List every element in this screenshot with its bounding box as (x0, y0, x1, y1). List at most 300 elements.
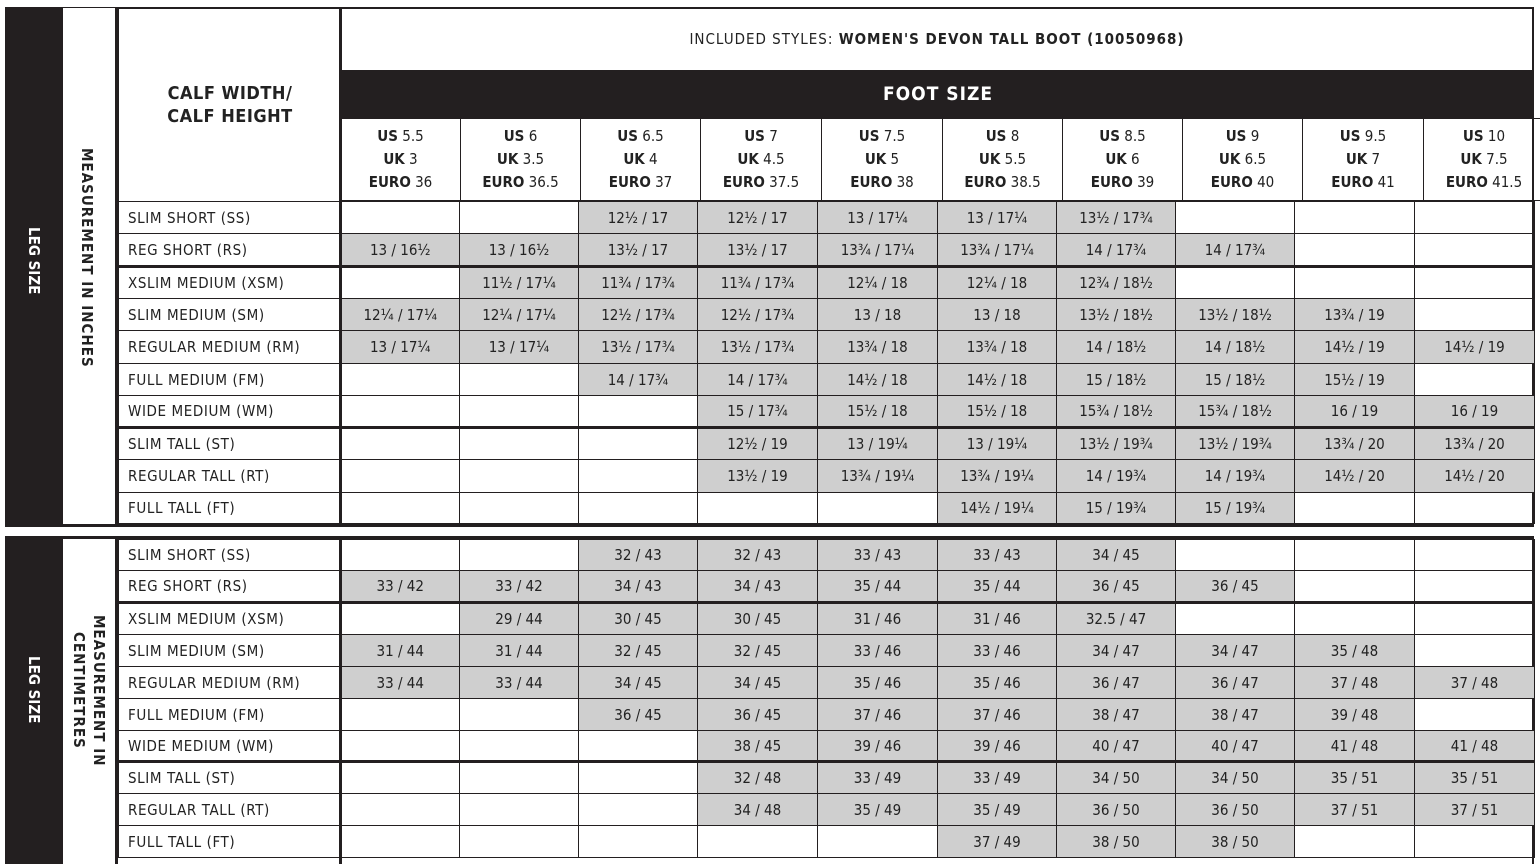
size-cell: 35 / 44 (938, 571, 1057, 603)
size-uk-prefix: UK (864, 150, 887, 168)
size-us-value: 8.5 (1119, 127, 1146, 145)
table-row (119, 331, 1535, 364)
size-cell: 12½ / 19 (698, 428, 818, 460)
size-header-cell (1183, 119, 1303, 201)
size-cell (818, 493, 938, 524)
size-us-value: 8 (1006, 127, 1020, 145)
size-cell: 34 / 50 (1176, 762, 1295, 794)
size-cell: 31 / 44 (341, 635, 460, 667)
size-cell: 13¾ / 17¼ (938, 234, 1057, 267)
size-cell (460, 396, 579, 428)
size-uk (1424, 148, 1540, 171)
size-cell: 14½ / 18 (818, 364, 938, 396)
size-cell (1415, 635, 1535, 667)
table-row (119, 794, 1535, 826)
size-euro-value: 41 (1373, 173, 1395, 191)
size-cell: 36 / 45 (698, 699, 818, 731)
size-cell (460, 202, 579, 234)
size-cell: 13½ / 17¾ (1057, 202, 1176, 234)
size-euro-value: 39 (1132, 173, 1155, 191)
table-row (119, 667, 1535, 699)
size-us (341, 125, 460, 148)
size-us-value: 10 (1483, 127, 1506, 145)
size-cell (1415, 603, 1535, 635)
size-euro-prefix: EURO (368, 173, 411, 191)
size-cell (1295, 826, 1415, 858)
size-us (1303, 125, 1423, 148)
size-cell (460, 460, 579, 493)
size-cell (341, 460, 460, 493)
size-header-cell (461, 119, 581, 201)
calf-header-line2: CALF HEIGHT (167, 106, 293, 127)
size-cell: 33 / 46 (938, 635, 1057, 667)
size-cell (579, 460, 698, 493)
size-uk-value: 6 (1126, 150, 1140, 168)
size-cell (818, 826, 938, 858)
size-cell: 36 / 50 (1176, 794, 1295, 826)
size-euro (943, 171, 1062, 194)
size-cell (460, 699, 579, 731)
cm-leg-size-bar (5, 536, 63, 864)
size-cell: 13½ / 17¾ (698, 331, 818, 364)
row-label: REGULAR MEDIUM (RM) (119, 667, 341, 699)
size-us-prefix: US (985, 127, 1007, 145)
size-cell: 14 / 17¾ (1176, 234, 1295, 267)
size-uk (701, 148, 821, 171)
size-us-prefix: US (503, 127, 525, 145)
size-us-value: 6 (524, 127, 538, 145)
size-cell: 38 / 50 (1057, 826, 1176, 858)
size-header-cell (581, 119, 701, 201)
size-cell: 13 / 17¼ (341, 331, 460, 364)
size-us-value: 7.5 (879, 127, 906, 145)
size-us (822, 125, 942, 148)
size-cell: 13¾ / 18 (818, 331, 938, 364)
size-cell: 32.5 / 47 (1057, 603, 1176, 635)
size-cell: 12¼ / 17¼ (460, 299, 579, 331)
size-cell: 15 / 19¾ (1176, 493, 1295, 524)
size-euro (341, 171, 460, 194)
size-cell: 35 / 44 (818, 571, 938, 603)
size-cell: 37 / 48 (1415, 667, 1535, 699)
size-cell: 40 / 47 (1176, 731, 1295, 762)
row-label: WIDE MEDIUM (WM) (119, 396, 341, 428)
table-row (119, 234, 1535, 267)
size-cell: 15½ / 18 (818, 396, 938, 428)
size-cell: 16 / 19 (1295, 396, 1415, 428)
inches-bottom-rule (5, 524, 1534, 527)
size-cell: 36 / 45 (1176, 571, 1295, 603)
size-cell: 38 / 45 (698, 731, 818, 762)
size-cell (1415, 364, 1535, 396)
size-euro (1424, 171, 1540, 194)
size-euro (701, 171, 821, 194)
size-header-cell (1424, 119, 1540, 201)
included-style-name: WOMEN'S DEVON TALL BOOT (10050968) (838, 30, 1185, 48)
table-row (119, 540, 1535, 571)
size-cell (460, 731, 579, 762)
size-cell: 13½ / 17 (579, 234, 698, 267)
size-euro-prefix: EURO (964, 173, 1007, 191)
size-cell (1415, 826, 1535, 858)
row-label: REG SHORT (RS) (119, 234, 341, 267)
size-uk-value: 4.5 (758, 150, 785, 168)
size-cell: 34 / 47 (1057, 635, 1176, 667)
size-euro-prefix: EURO (482, 173, 525, 191)
size-cell (1295, 234, 1415, 267)
size-cell: 13¾ / 19¼ (818, 460, 938, 493)
size-cell: 37 / 46 (818, 699, 938, 731)
size-cell (579, 762, 698, 794)
size-us (581, 125, 700, 148)
size-us (943, 125, 1062, 148)
size-cell: 35 / 51 (1295, 762, 1415, 794)
size-cell: 15 / 18½ (1176, 364, 1295, 396)
size-uk-prefix: UK (1218, 150, 1241, 168)
size-cell: 32 / 45 (579, 635, 698, 667)
size-cell (1415, 540, 1535, 571)
size-cell: 13½ / 18½ (1176, 299, 1295, 331)
size-cell: 35 / 49 (818, 794, 938, 826)
row-label: SLIM MEDIUM (SM) (119, 299, 341, 331)
table-row (119, 826, 1535, 858)
size-cell: 15 / 19¾ (1057, 493, 1176, 524)
row-label: SLIM SHORT (SS) (119, 540, 341, 571)
size-euro-prefix: EURO (608, 173, 651, 191)
size-cell (341, 540, 460, 571)
size-us-prefix: US (377, 127, 398, 145)
size-euro (1183, 171, 1302, 194)
table-row (119, 699, 1535, 731)
size-uk-value: 4 (644, 150, 658, 168)
size-cell: 13¾ / 17¼ (818, 234, 938, 267)
size-cell: 33 / 44 (341, 667, 460, 699)
size-cell: 32 / 48 (698, 762, 818, 794)
size-cell: 34 / 43 (579, 571, 698, 603)
size-cell (341, 428, 460, 460)
size-uk (822, 148, 942, 171)
size-cell (341, 731, 460, 762)
size-uk-prefix: UK (383, 150, 405, 168)
size-header-row (341, 119, 1540, 201)
cm-measure-line1: MEASUREMENT IN (90, 615, 108, 767)
size-cell (579, 826, 698, 858)
table-row (119, 571, 1535, 603)
foot-size-label: FOOT SIZE (882, 83, 994, 105)
size-cell (1295, 493, 1415, 524)
cm-measure-column (63, 539, 115, 864)
size-cell: 35 / 49 (938, 794, 1057, 826)
included-prefix: INCLUDED STYLES: (689, 30, 834, 48)
inches-measure-label: MEASUREMENT IN INCHES (78, 148, 96, 368)
size-uk-value: 3 (404, 150, 418, 168)
size-cell: 35 / 46 (818, 667, 938, 699)
size-cell: 14½ / 19¼ (938, 493, 1057, 524)
size-cell (579, 794, 698, 826)
calf-header-cell (118, 7, 342, 202)
size-cell: 13½ / 19¾ (1057, 428, 1176, 460)
size-uk-value: 6.5 (1240, 150, 1267, 168)
row-label: SLIM MEDIUM (SM) (119, 635, 341, 667)
size-cell: 34 / 47 (1176, 635, 1295, 667)
size-header-cell (1063, 119, 1183, 201)
size-cell: 37 / 48 (1295, 667, 1415, 699)
size-cell: 31 / 46 (818, 603, 938, 635)
size-euro-prefix: EURO (1331, 173, 1374, 191)
size-cell: 38 / 47 (1057, 699, 1176, 731)
size-cell (341, 603, 460, 635)
size-cell: 14½ / 19 (1415, 331, 1535, 364)
size-cell (1415, 267, 1535, 299)
size-header-cell (701, 119, 822, 201)
cm-measure-label (69, 615, 109, 767)
size-cell: 32 / 43 (579, 540, 698, 571)
size-uk (581, 148, 700, 171)
size-cell: 34 / 50 (1057, 762, 1176, 794)
foot-size-header-table (340, 118, 1540, 201)
size-cell (460, 428, 579, 460)
size-cell: 13 / 16½ (341, 234, 460, 267)
size-cell: 13½ / 17 (698, 234, 818, 267)
row-label: REGULAR MEDIUM (RM) (119, 331, 341, 364)
size-uk-prefix: UK (737, 150, 759, 168)
size-uk-prefix: UK (623, 150, 645, 168)
size-cell: 40 / 47 (1057, 731, 1176, 762)
size-cell: 34 / 48 (698, 794, 818, 826)
size-cell: 14½ / 20 (1415, 460, 1535, 493)
size-cell (341, 396, 460, 428)
size-cell: 33 / 43 (938, 540, 1057, 571)
size-cell (1176, 603, 1295, 635)
size-uk-value: 7.5 (1481, 150, 1508, 168)
size-cell (1176, 540, 1295, 571)
size-uk (341, 148, 460, 171)
size-cell (341, 794, 460, 826)
size-cell: 14½ / 20 (1295, 460, 1415, 493)
table-row (119, 428, 1535, 460)
size-cell (698, 493, 818, 524)
size-uk-prefix: UK (978, 150, 1001, 168)
size-euro-value: 37.5 (764, 173, 800, 191)
size-cell (341, 364, 460, 396)
size-cell: 13 / 17¼ (938, 202, 1057, 234)
size-us-prefix: US (744, 127, 765, 145)
size-cell: 41 / 48 (1415, 731, 1535, 762)
size-cell: 32 / 45 (698, 635, 818, 667)
size-euro (1063, 171, 1182, 194)
row-label: REGULAR TALL (RT) (119, 794, 341, 826)
size-cell: 12¼ / 18 (818, 267, 938, 299)
size-euro-value: 38.5 (1006, 173, 1041, 191)
size-cell: 29 / 44 (460, 603, 579, 635)
size-cell: 12½ / 17 (579, 202, 698, 234)
inches-leg-size-label: LEG SIZE (25, 227, 43, 295)
size-cell (1295, 267, 1415, 299)
size-cell (1295, 202, 1415, 234)
size-cell: 13 / 18 (938, 299, 1057, 331)
size-euro-value: 37 (650, 173, 673, 191)
size-cell: 37 / 46 (938, 699, 1057, 731)
size-uk (1183, 148, 1302, 171)
size-cell: 15 / 17¾ (698, 396, 818, 428)
size-cell: 15¾ / 18½ (1176, 396, 1295, 428)
size-cell (341, 826, 460, 858)
size-euro (822, 171, 942, 194)
size-uk-prefix: UK (496, 150, 519, 168)
size-cell: 15½ / 18 (938, 396, 1057, 428)
size-cell (341, 267, 460, 299)
size-cell (460, 826, 579, 858)
size-cell: 30 / 45 (579, 603, 698, 635)
table-row (119, 396, 1535, 428)
size-cell: 14 / 18½ (1176, 331, 1295, 364)
size-us (1063, 125, 1182, 148)
size-cell: 35 / 51 (1415, 762, 1535, 794)
size-cell: 37 / 51 (1415, 794, 1535, 826)
size-cell (1176, 267, 1295, 299)
size-cell: 39 / 48 (1295, 699, 1415, 731)
size-cell (1415, 493, 1535, 524)
size-us (701, 125, 821, 148)
size-cell: 14 / 17¾ (698, 364, 818, 396)
size-cell: 12¾ / 18½ (1057, 267, 1176, 299)
size-cell: 33 / 43 (818, 540, 938, 571)
size-cell: 11¾ / 17¾ (698, 267, 818, 299)
size-cell (579, 493, 698, 524)
size-cell: 13¾ / 19 (1295, 299, 1415, 331)
size-cell: 34 / 45 (1057, 540, 1176, 571)
size-uk-prefix: UK (1105, 150, 1127, 168)
size-cell: 36 / 47 (1176, 667, 1295, 699)
size-cell: 13 / 16½ (460, 234, 579, 267)
size-cell: 13½ / 19 (698, 460, 818, 493)
size-cell (579, 396, 698, 428)
size-cell: 13 / 19¼ (938, 428, 1057, 460)
size-cell: 35 / 48 (1295, 635, 1415, 667)
row-label: REGULAR TALL (RT) (119, 460, 341, 493)
calf-header-text (119, 82, 341, 128)
size-us-prefix: US (858, 127, 880, 145)
size-cell: 39 / 46 (818, 731, 938, 762)
size-cell (1295, 540, 1415, 571)
size-cell: 38 / 47 (1176, 699, 1295, 731)
size-cell (1415, 571, 1535, 603)
size-cell (460, 540, 579, 571)
cm-measure-line2: CENTIMETRES (70, 632, 88, 750)
size-cell: 33 / 49 (818, 762, 938, 794)
size-euro-prefix: EURO (722, 173, 765, 191)
table-row (119, 202, 1535, 234)
size-euro-value: 36 (410, 173, 433, 191)
size-cell: 32 / 43 (698, 540, 818, 571)
size-cell (341, 762, 460, 794)
table-row (119, 635, 1535, 667)
size-euro-value: 38 (892, 173, 914, 191)
size-cell (1176, 202, 1295, 234)
size-cell: 14½ / 19 (1295, 331, 1415, 364)
size-us (461, 125, 580, 148)
row-label: XSLIM MEDIUM (XSM) (119, 267, 341, 299)
size-cell (460, 794, 579, 826)
size-euro-value: 40 (1252, 173, 1275, 191)
size-cell: 13¾ / 20 (1295, 428, 1415, 460)
size-cell: 14 / 19¾ (1057, 460, 1176, 493)
size-cell (1295, 603, 1415, 635)
foot-size-bar (342, 70, 1534, 118)
size-us-value: 5.5 (397, 127, 424, 145)
size-us-prefix: US (1099, 127, 1120, 145)
size-cell (341, 202, 460, 234)
row-label: WIDE MEDIUM (WM) (119, 731, 341, 762)
calf-header-line1: CALF WIDTH/ (167, 83, 293, 104)
size-euro-value: 41.5 (1487, 173, 1523, 191)
size-cell: 11¾ / 17¾ (579, 267, 698, 299)
size-cell (341, 493, 460, 524)
row-label: FULL MEDIUM (FM) (119, 699, 341, 731)
inches-leg-size-bar (5, 7, 63, 527)
size-cell: 37 / 51 (1295, 794, 1415, 826)
size-uk-prefix: UK (1345, 150, 1368, 168)
size-cell (1295, 571, 1415, 603)
size-cell: 33 / 44 (460, 667, 579, 699)
size-header-cell (1303, 119, 1424, 201)
size-cell: 34 / 43 (698, 571, 818, 603)
size-cell (1415, 202, 1535, 234)
row-label: SLIM TALL (ST) (119, 762, 341, 794)
size-us-value: 9.5 (1360, 127, 1387, 145)
table-row (119, 267, 1535, 299)
row-label: FULL MEDIUM (FM) (119, 364, 341, 396)
size-cell: 14 / 19¾ (1176, 460, 1295, 493)
size-cell: 36 / 50 (1057, 794, 1176, 826)
size-cell (698, 826, 818, 858)
size-euro (581, 171, 700, 194)
size-cell (460, 493, 579, 524)
size-cell (460, 762, 579, 794)
inches-measure-column (63, 7, 115, 527)
size-cell: 38 / 50 (1176, 826, 1295, 858)
size-euro-prefix: EURO (850, 173, 893, 191)
row-label: SLIM TALL (ST) (119, 428, 341, 460)
size-header-cell (822, 119, 943, 201)
size-euro-prefix: EURO (1090, 173, 1133, 191)
table-row (119, 762, 1535, 794)
size-cell: 15½ / 19 (1295, 364, 1415, 396)
size-cell: 13½ / 19¾ (1176, 428, 1295, 460)
size-us-prefix: US (617, 127, 638, 145)
size-cell (1415, 234, 1535, 267)
size-us-prefix: US (1225, 127, 1247, 145)
size-us (1424, 125, 1540, 148)
size-cell: 14 / 18½ (1057, 331, 1176, 364)
row-label: REG SHORT (RS) (119, 571, 341, 603)
size-cell: 33 / 42 (460, 571, 579, 603)
size-cell: 13½ / 17¾ (579, 331, 698, 364)
size-cell: 14½ / 18 (938, 364, 1057, 396)
size-euro-prefix: EURO (1210, 173, 1253, 191)
table-row (119, 603, 1535, 635)
size-us-prefix: US (1339, 127, 1361, 145)
size-cell (1415, 299, 1535, 331)
size-cell: 35 / 46 (938, 667, 1057, 699)
row-label: FULL TALL (FT) (119, 493, 341, 524)
size-cell: 33 / 49 (938, 762, 1057, 794)
size-cell: 13¾ / 20 (1415, 428, 1535, 460)
size-us-value: 6.5 (637, 127, 664, 145)
size-us-value: 7 (764, 127, 778, 145)
included-styles-row (342, 9, 1532, 70)
table-row (119, 493, 1535, 524)
